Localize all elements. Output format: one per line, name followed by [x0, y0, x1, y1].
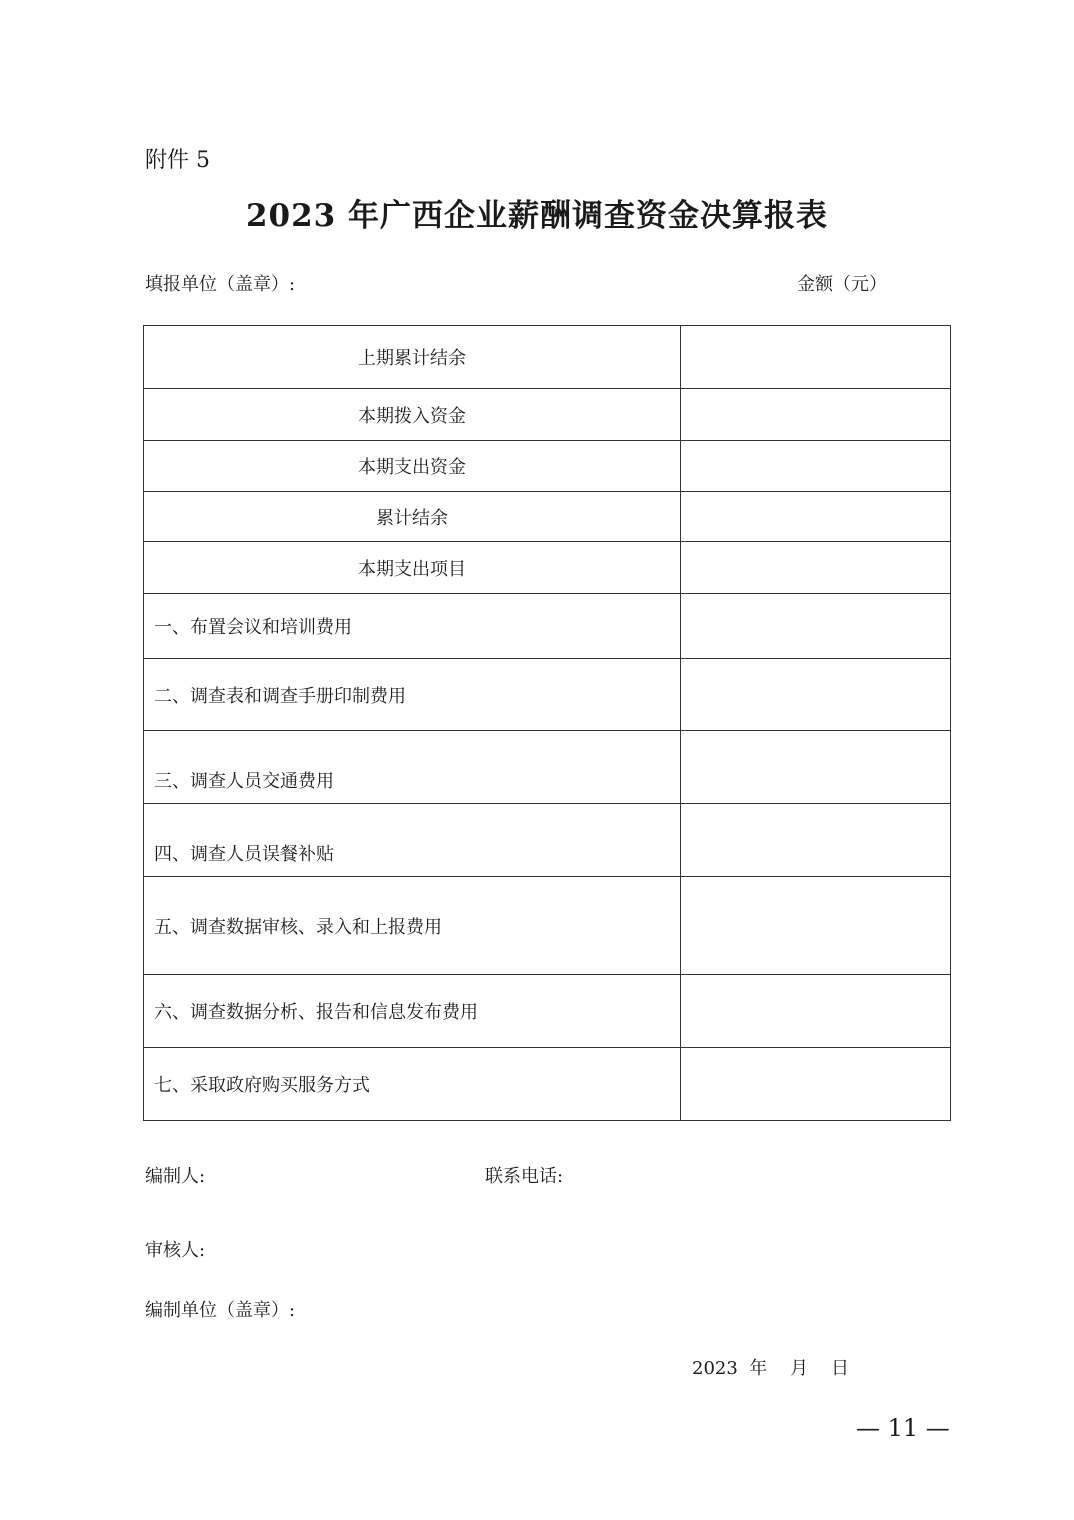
amount-cell[interactable] — [681, 731, 951, 804]
amount-cell[interactable] — [681, 659, 951, 731]
amount-cell[interactable] — [681, 389, 951, 441]
amount-cell[interactable] — [681, 1048, 951, 1121]
attachment-label: 附件 5 — [145, 148, 210, 173]
table-row — [144, 326, 951, 389]
amount-unit-label: 金额（元） — [797, 274, 887, 295]
table-row — [144, 542, 951, 594]
row-label: 上期累计结余 — [144, 326, 681, 389]
reviewer-label: 审核人: — [145, 1240, 206, 1261]
row-label: 本期拨入资金 — [144, 389, 681, 441]
row-label: 一、布置会议和培训费用 — [144, 594, 681, 659]
table-row — [144, 492, 951, 542]
phone-label: 联系电话: — [485, 1166, 564, 1187]
compiler-label: 编制人: — [145, 1166, 206, 1187]
row-label: 三、调查人员交通费用 — [144, 731, 681, 804]
row-label: 本期支出项目 — [144, 542, 681, 594]
table-row — [144, 804, 951, 877]
table-row — [144, 389, 951, 441]
document-title: 2023 年广西企业薪酬调查资金决算报表 — [245, 198, 829, 234]
amount-cell[interactable] — [681, 975, 951, 1048]
row-label: 四、调查人员误餐补贴 — [144, 804, 681, 877]
page-number: — 11 — — [856, 1414, 950, 1442]
date-line: 2023 年 月 日 — [692, 1358, 850, 1379]
amount-cell[interactable] — [681, 804, 951, 877]
table-row — [144, 594, 951, 659]
amount-cell[interactable] — [681, 492, 951, 542]
table-row — [144, 975, 951, 1048]
row-label: 七、采取政府购买服务方式 — [144, 1048, 681, 1121]
row-label: 二、调查表和调查手册印制费用 — [144, 659, 681, 731]
table-row — [144, 1048, 951, 1121]
row-label: 累计结余 — [144, 492, 681, 542]
amount-cell[interactable] — [681, 877, 951, 975]
table-row — [144, 441, 951, 492]
fill-unit-label: 填报单位（盖章）: — [145, 274, 296, 295]
amount-cell[interactable] — [681, 326, 951, 389]
amount-cell[interactable] — [681, 542, 951, 594]
row-label: 五、调查数据审核、录入和上报费用 — [144, 877, 681, 975]
row-label: 本期支出资金 — [144, 441, 681, 492]
amount-cell[interactable] — [681, 441, 951, 492]
settlement-table — [143, 325, 951, 1121]
row-label: 六、调查数据分析、报告和信息发布费用 — [144, 975, 681, 1048]
amount-cell[interactable] — [681, 594, 951, 659]
table-row — [144, 659, 951, 731]
compile-unit-label: 编制单位（盖章）: — [145, 1300, 296, 1321]
table-row — [144, 731, 951, 804]
table-row — [144, 877, 951, 975]
